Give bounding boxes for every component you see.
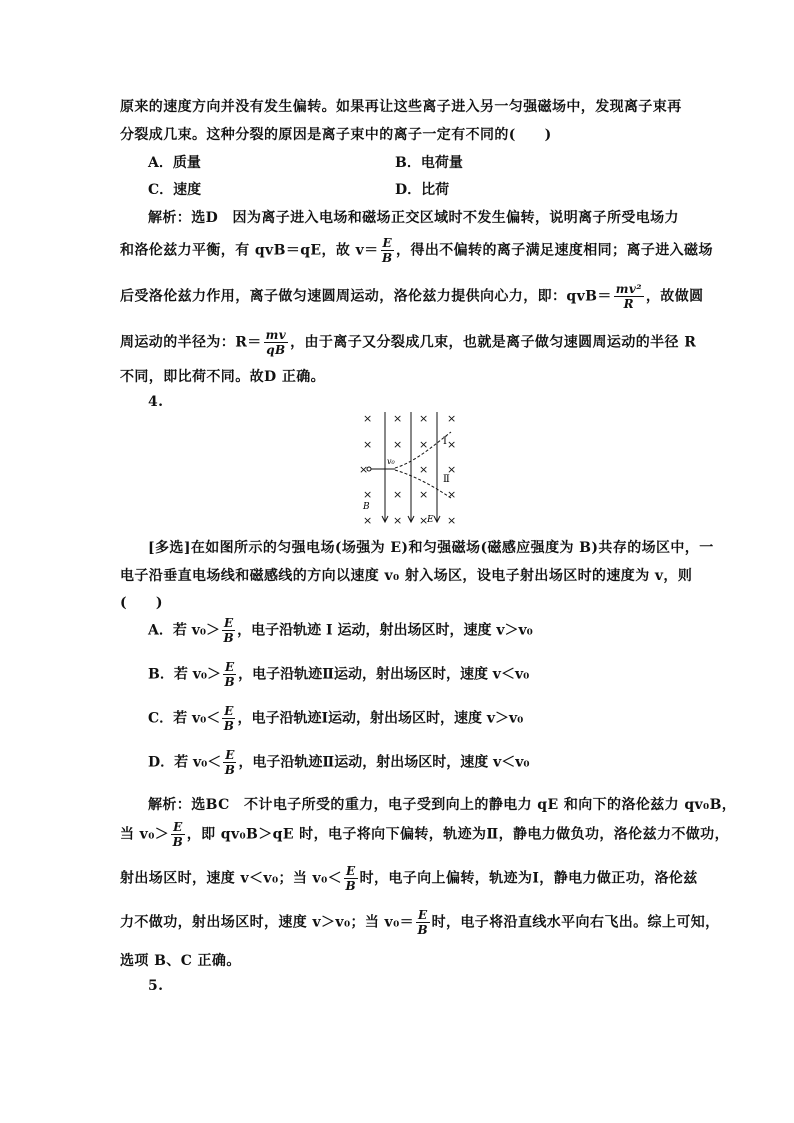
svg-text:×: ×	[419, 514, 429, 527]
q3-sol-text: 周运动的半径为：R＝	[120, 334, 262, 351]
q3-stem-line2: 分裂成几束。这种分裂的原因是离子束中的离子一定有不同的( )	[120, 127, 552, 143]
svg-text:×: ×	[419, 412, 429, 425]
sol-text: 当 v₀＞	[120, 826, 170, 843]
field-label-b: B	[363, 502, 370, 512]
q3-solution-line3	[120, 282, 704, 311]
svg-text:×: ×	[419, 463, 429, 476]
q3-option-d: D．比荷	[395, 182, 450, 198]
svg-text:×: ×	[393, 488, 403, 501]
field-diagram	[355, 410, 475, 528]
fraction-e-over-b	[381, 236, 395, 265]
frac-den: B	[382, 251, 393, 265]
sol-text: 射出场区时，速度 v＜v₀；当 v₀＜	[120, 870, 343, 887]
frac-num: E	[418, 908, 428, 922]
fraction-e-over-b	[344, 864, 358, 893]
q3-sol-text: ，由于离子又分裂成几束，也就是离子做匀速圆周运动的半径 R	[290, 334, 697, 351]
svg-text:×: ×	[447, 488, 457, 501]
field-label-e: E	[427, 515, 434, 525]
frac-num: mv	[265, 328, 287, 342]
svg-text:×: ×	[363, 412, 373, 425]
sol-text: 力不做功，射出场区时，速度 v＞v₀；当 v₀＝	[120, 914, 415, 931]
q4-stem-line2: 电子沿垂直电场线和磁感线的方向以速度 v₀ 射入场区，设电子射出场区时的速度为 v，则	[120, 568, 693, 584]
q3-option-a: A．质量	[148, 155, 201, 171]
q4-number: 4.	[148, 394, 164, 410]
q4-option-d	[148, 748, 530, 777]
trajectory-label-ii: Ⅱ	[443, 474, 450, 485]
option-text: C．若 v₀＜	[148, 710, 221, 727]
q4-option-a	[148, 616, 533, 645]
q3-sol-text: 后受洛伦兹力作用，离子做匀速圆周运动，洛伦兹力提供向心力，即：qvB＝	[120, 288, 612, 305]
frac-num: mv²	[615, 282, 642, 296]
option-text: A．若 v₀＞	[148, 622, 221, 639]
fraction-mv-over-qb	[264, 328, 288, 357]
svg-text:×: ×	[419, 438, 429, 451]
frac-den: B	[345, 879, 357, 893]
option-text: D．若 v₀＜	[148, 754, 222, 771]
svg-text:×: ×	[419, 488, 429, 501]
frac-num: E	[225, 748, 235, 762]
option-text: ，电子沿轨迹Ⅰ运动，射出场区时，速度 v＞v₀	[237, 710, 524, 727]
q4-option-c	[148, 704, 523, 733]
frac-den: B	[224, 763, 235, 777]
fraction-e-over-b	[222, 704, 235, 733]
q4-solution-line4	[120, 908, 720, 937]
frac-den: qB	[266, 343, 286, 357]
option-text: ，电子沿轨迹Ⅱ运动，射出场区时，速度 v＜v₀	[238, 666, 530, 683]
q3-option-c: C．速度	[148, 182, 202, 198]
option-text: ，电子沿轨迹 Ⅰ 运动，射出场区时，速度 v＞v₀	[237, 622, 533, 639]
q3-solution-line4	[120, 328, 697, 357]
frac-den: B	[223, 719, 234, 733]
q5-number: 5.	[148, 978, 164, 994]
svg-text:×: ×	[363, 514, 373, 527]
trajectory-label-i: Ⅰ	[443, 436, 447, 447]
fraction-e-over-b	[416, 908, 430, 937]
q4-solution-line2	[120, 820, 729, 849]
q4-option-b	[148, 660, 529, 689]
q3-solution-line5: 不同，即比荷不同。故D 正确。	[120, 369, 326, 385]
q3-solution-line2	[120, 236, 713, 265]
svg-text:×: ×	[447, 438, 457, 451]
sol-text: ，即 qv₀B＞qE 时，电子将向下偏转，轨迹为Ⅱ，静电力做负功，洛伦兹力不做功，	[186, 826, 729, 843]
frac-num: E	[224, 660, 235, 674]
fraction-e-over-b	[223, 660, 236, 689]
svg-text:×: ×	[447, 463, 457, 476]
q4-solution-line5: 选项 B、C 正确。	[120, 953, 241, 969]
frac-den: B	[417, 923, 429, 937]
q3-sol-text: 和洛伦兹力平衡，有 qvB＝qE，故 v＝	[120, 242, 379, 259]
fraction-e-over-b	[222, 616, 235, 645]
q4-solution-line1: 解析：选BC 不计电子所受的重力，电子受到向上的静电力 qE 和向下的洛伦兹力 qv₀B，	[148, 797, 737, 813]
frac-den: B	[223, 631, 234, 645]
fraction-e-over-b	[171, 820, 185, 849]
q4-stem-line3: ( )	[120, 595, 163, 611]
velocity-label-v0: v₀	[387, 457, 395, 466]
q3-solution-line1: 解析：选D 因为离子进入电场和磁场正交区域时不发生偏转，说明离子所受电场力	[148, 210, 679, 226]
svg-text:×: ×	[359, 463, 369, 476]
sol-text: 时，电子将沿直线水平向右飞出。综上可知，	[431, 914, 720, 931]
frac-num: E	[224, 616, 234, 630]
q4-stem-line1: [多选]在如图所示的匀强电场(场强为 E)和匀强磁场(磁感应强度为 B)共存的场区中，一	[148, 540, 714, 556]
q3-stem-line1: 原来的速度方向并没有发生偏转。如果再让这些离子进入另一匀强磁场中，发现离子束再	[120, 99, 682, 115]
frac-num: E	[382, 236, 393, 250]
frac-num: E	[346, 864, 356, 878]
svg-text:×: ×	[393, 412, 403, 425]
svg-text:×: ×	[447, 412, 457, 425]
q3-option-b: B．电荷量	[395, 155, 463, 171]
fraction-e-over-b	[223, 748, 236, 777]
frac-num: E	[224, 704, 234, 718]
svg-text:×: ×	[363, 488, 373, 501]
svg-text:×: ×	[393, 438, 403, 451]
q4-solution-line3	[120, 864, 698, 893]
frac-den: B	[224, 675, 235, 689]
frac-num: E	[173, 820, 183, 834]
q3-sol-text: ，故做圆	[645, 288, 704, 305]
svg-text:×: ×	[363, 438, 373, 451]
option-text: B．若 v₀＞	[148, 666, 221, 683]
option-text: ，电子沿轨迹Ⅱ运动，射出场区时，速度 v＜v₀	[238, 754, 530, 771]
svg-text:×: ×	[447, 514, 457, 527]
fraction-mv2-over-r	[614, 282, 644, 311]
sol-text: 时，电子向上偏转，轨迹为Ⅰ，静电力做正功，洛伦兹	[359, 870, 698, 887]
svg-text:×: ×	[393, 514, 403, 527]
frac-den: B	[172, 835, 184, 849]
frac-den: R	[623, 297, 635, 311]
q3-sol-text: ，得出不偏转的离子满足速度相同；离子进入磁场	[396, 242, 713, 259]
